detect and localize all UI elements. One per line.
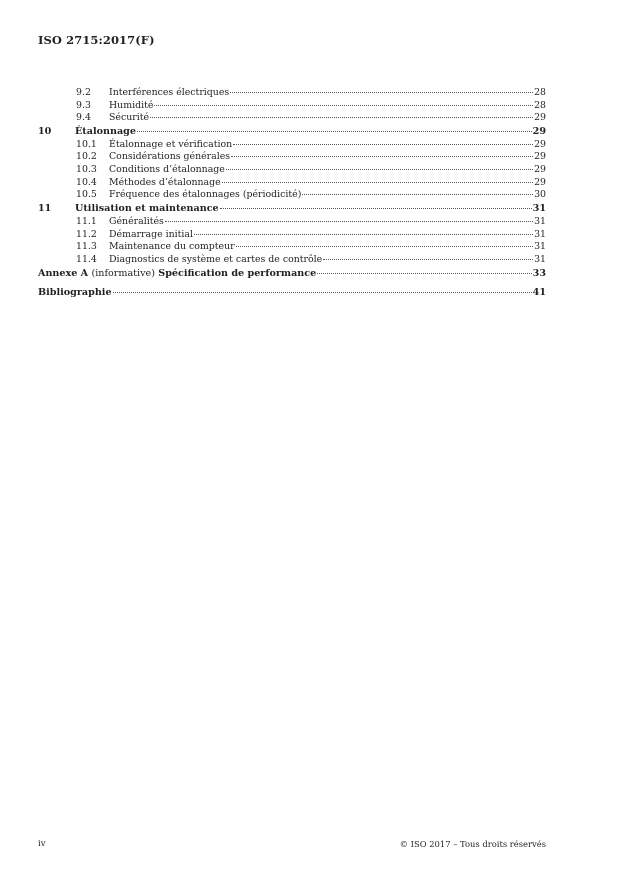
toc-entry-11-4[interactable] xyxy=(38,254,546,267)
toc-entry-number: 9.2 xyxy=(76,87,91,98)
toc-entry-title: Sécurité xyxy=(109,112,150,124)
toc-entry-title: Méthodes d’étalonnage xyxy=(109,176,221,188)
toc-entry-number: 11.4 xyxy=(76,253,97,265)
toc-entry-10-4[interactable] xyxy=(38,177,546,190)
toc-entry-page: 28 xyxy=(534,99,546,111)
dot-leader xyxy=(231,156,533,157)
toc-entry-10-1[interactable] xyxy=(38,139,546,152)
dot-leader xyxy=(222,182,533,183)
toc-entry-title: Démarrage initial xyxy=(109,228,194,240)
toc-entry-title: Considérations générales xyxy=(109,151,231,163)
toc-entry-10-3[interactable] xyxy=(38,164,546,177)
toc-entry-page: 41 xyxy=(532,286,546,298)
toc-entry-page: 30 xyxy=(534,189,546,201)
dot-leader xyxy=(226,169,533,170)
toc-entry-number: 10 xyxy=(38,126,52,138)
page-number: iv xyxy=(38,839,46,849)
dot-leader xyxy=(194,234,533,235)
dot-leader xyxy=(236,246,533,247)
toc-entry-title: Étalonnage xyxy=(75,126,136,138)
toc-entry-title: Diagnostics de système et cartes de contrôle xyxy=(109,253,323,265)
toc-entry-9-2[interactable] xyxy=(38,87,546,100)
annex-qualifier: (informative) xyxy=(91,267,155,279)
toc-entry-10-5[interactable] xyxy=(38,189,546,202)
toc-entry-number: 11 xyxy=(38,203,52,215)
toc-entry-title: Interférences électriques xyxy=(109,87,230,98)
toc-entry-page: 31 xyxy=(534,253,546,265)
toc-entry-number: 11.1 xyxy=(76,215,97,227)
toc-entry-11-2[interactable] xyxy=(38,229,546,242)
toc-entry-number: 10.1 xyxy=(76,138,97,150)
toc-entry-annex-a[interactable] xyxy=(38,268,546,281)
toc-entry-11-1[interactable] xyxy=(38,216,546,229)
toc-entry-page: 31 xyxy=(534,228,546,240)
toc-entry-number: 10.5 xyxy=(76,189,97,201)
toc-entry-title: Étalonnage et vérification xyxy=(109,138,233,150)
toc-entry-title: Maintenance du compteur xyxy=(109,241,235,253)
toc-entry-10-2[interactable] xyxy=(38,151,546,164)
toc-entry-bibliography[interactable] xyxy=(38,287,546,300)
toc-entry-page: 29 xyxy=(534,138,546,150)
toc-entry-title: Généralités xyxy=(109,215,164,227)
toc-entry-9-3[interactable] xyxy=(38,100,546,113)
document-id-header: ISO 2715:2017(F) xyxy=(38,33,155,47)
toc-entry-title: Fréquence des étalonnages (périodicité) xyxy=(109,189,302,201)
toc-entry-title: Conditions d’étalonnage xyxy=(109,164,225,176)
toc-entry-page: 29 xyxy=(532,126,546,138)
dot-leader xyxy=(302,194,533,195)
toc-entry-number: 11.3 xyxy=(76,241,97,253)
toc-entry-11-3[interactable] xyxy=(38,241,546,254)
dot-leader xyxy=(113,292,532,293)
toc-entry-page: 31 xyxy=(534,241,546,253)
dot-leader xyxy=(317,273,531,274)
toc-entry-page: 31 xyxy=(534,215,546,227)
dot-leader xyxy=(165,221,533,222)
dot-leader xyxy=(137,131,532,132)
toc-entry-page: 28 xyxy=(534,87,546,98)
copyright-notice: © ISO 2017 – Tous droits réservés xyxy=(399,839,546,849)
toc-entry-page: 29 xyxy=(534,164,546,176)
toc-entry-page: 29 xyxy=(534,151,546,163)
toc-entry-number: 9.4 xyxy=(76,112,91,124)
toc-entry-title: Humidité xyxy=(109,99,154,111)
toc-entry-number: 10.4 xyxy=(76,176,97,188)
annex-title: Spécification de performance xyxy=(158,267,317,279)
toc-entry-10[interactable] xyxy=(38,126,546,139)
dot-leader xyxy=(154,105,533,106)
toc-entry-page: 31 xyxy=(532,203,546,215)
toc-entry-number: 11.2 xyxy=(76,228,97,240)
toc-entry-9-4[interactable] xyxy=(38,112,546,125)
dot-leader xyxy=(233,144,533,145)
dot-leader xyxy=(220,208,532,209)
toc-entry-page: 29 xyxy=(534,176,546,188)
toc-entry-title: Utilisation et maintenance xyxy=(75,203,219,215)
dot-leader xyxy=(230,92,533,93)
toc-entry-number: 10.2 xyxy=(76,151,97,163)
toc-entries xyxy=(38,87,546,266)
toc-entry-11[interactable] xyxy=(38,203,546,216)
dot-leader xyxy=(150,117,533,118)
table-of-contents xyxy=(38,87,546,300)
toc-entry-page: 33 xyxy=(532,267,546,279)
toc-entry-title: Bibliographie xyxy=(38,286,112,298)
toc-entry-number: 10.3 xyxy=(76,164,97,176)
dot-leader xyxy=(323,259,533,260)
toc-entry-number: 9.3 xyxy=(76,99,91,111)
toc-entry-title xyxy=(38,268,316,281)
annex-label: Annexe A xyxy=(38,267,89,279)
toc-entry-page: 29 xyxy=(534,112,546,124)
